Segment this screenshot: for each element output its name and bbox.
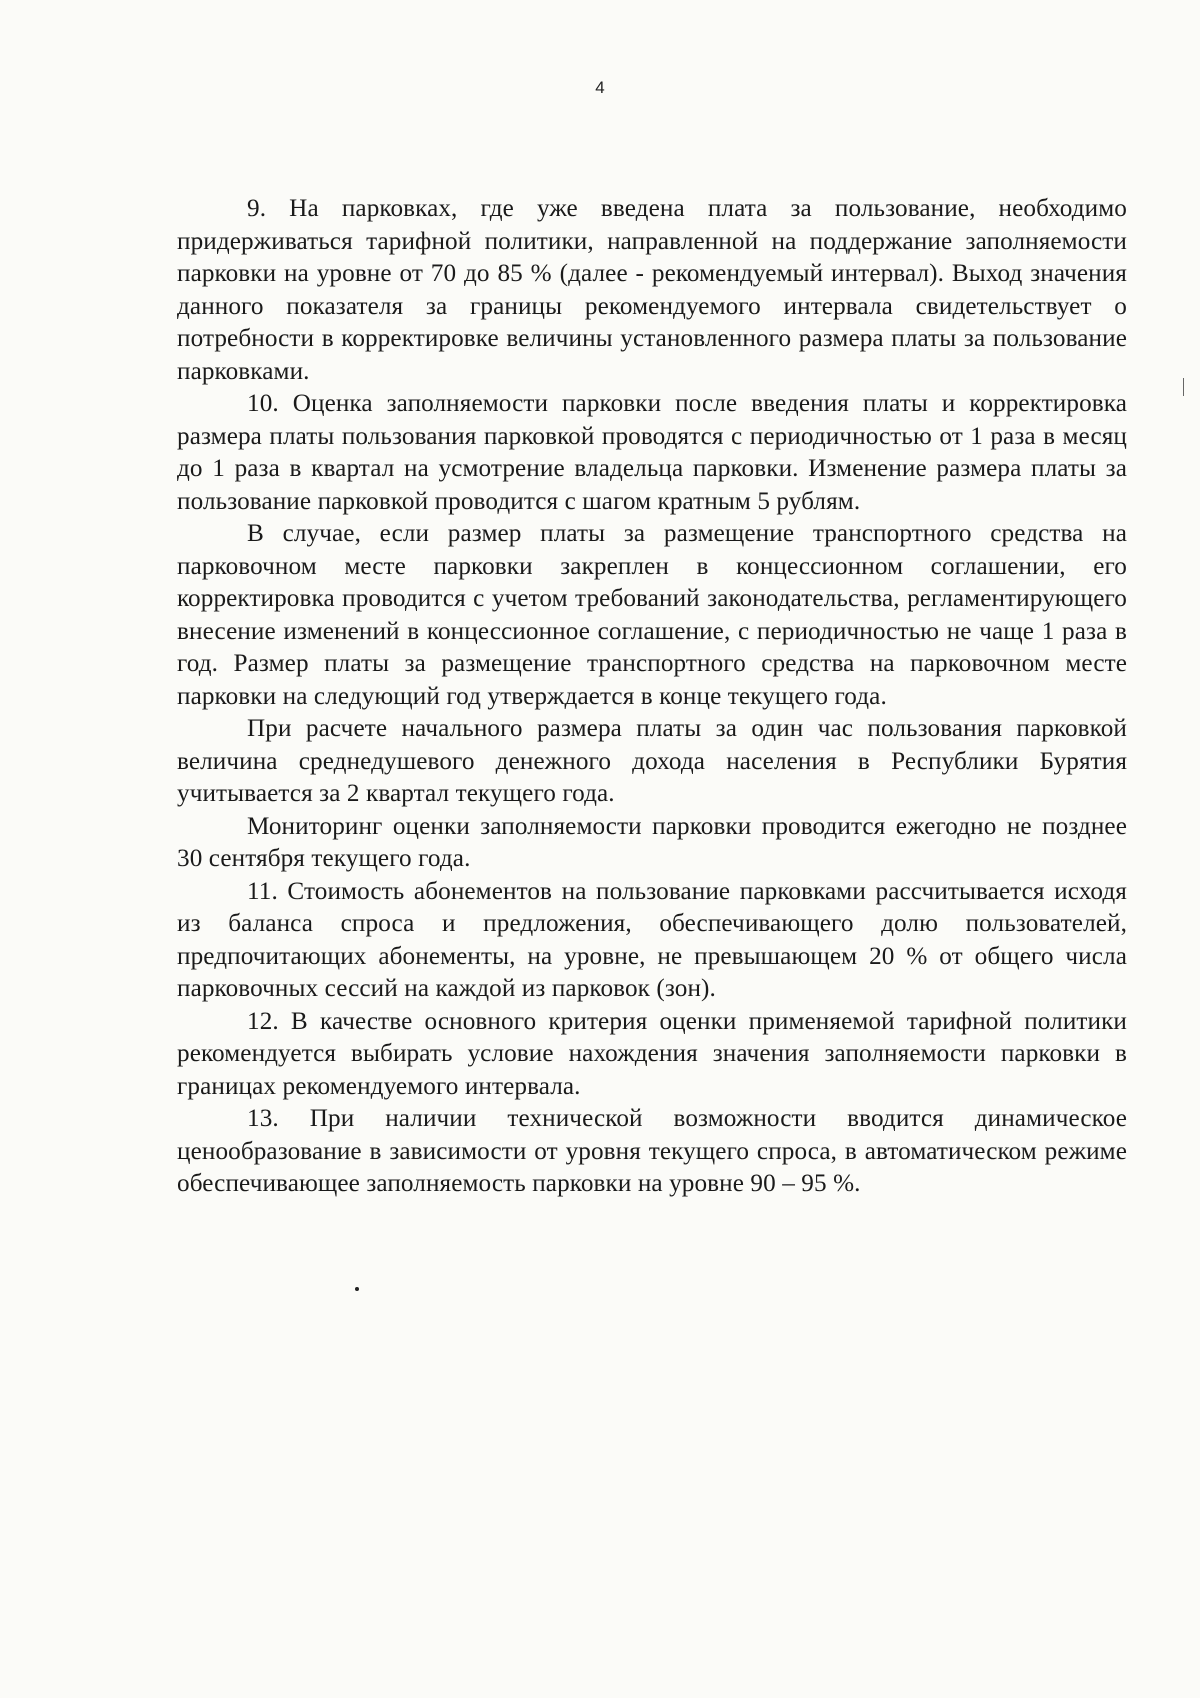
paragraph-10: 10. Оценка заполняемости парковки после введения платы и корректировка размера платы пользования парковкой проводятся с периодичностью от 1 раза в месяц до 1 раза в квартал на усмотрение владельца парковки. Изменение размера платы за пользование парковкой проводится с шагом кратным 5 рублям. [177, 390, 1127, 515]
page-number: 4 [595, 78, 605, 97]
margin-mark [1183, 378, 1184, 396]
document-body [177, 193, 1127, 1201]
paragraph-monitoring: Мониторинг оценки заполняемости парковки проводится ежегодно не позднее 30 сентября текущего года. [177, 812, 1127, 872]
paragraph-concession: В случае, если размер платы за размещение транспортного средства на парковочном месте парковки закреплен в концессионном соглашении, его корректировка проводится с учетом требований законодательства, регламентирующего внесение изменений в концессионное соглашение, с периодичностью не чаще 1 раза в год. Размер платы за размещение транспортного средства на парковочном месте парковки на следующий год утверждается в конце текущего года. [177, 520, 1127, 710]
paragraph-12: 12. В качестве основного критерия оценки применяемой тарифной политики рекомендуется выбирать условие нахождения значения заполняемости парковки в границах рекомендуемого интервала. [177, 1007, 1127, 1100]
paragraph-initial-fee: При расчете начального размера платы за один час пользования парковкой величина среднедушевого денежного дохода населения в Республики Бурятия учитывается за 2 квартал текущего года. [177, 715, 1127, 807]
scan-dot-mark [355, 1287, 359, 1291]
paragraph-11: 11. Стоимость абонементов на пользование парковками рассчитывается исходя из баланса спроса и предложения, обеспечивающего долю пользователей, предпочитающих абонементы, на уровне, не превышающем 20 % от общего числа парковочных сессий на каждой из парковок (зон). [177, 877, 1127, 1002]
paragraph-9: 9. На парковках, где уже введена плата за пользование, необходимо придерживаться тарифной политики, направленной на поддержание заполняемости парковки на уровне от 70 до 85 % (далее - рекомендуемый интервал). Выход значения данного показателя за границы рекомендуемого интервала свидетельствует о потребности в корректировке величины установленного размера платы за пользование парковками. [177, 195, 1127, 385]
paragraph-13: 13. При наличии технической возможности вводится динамическое ценообразование в зависимости от уровня текущего спроса, в автоматическом режиме обеспечивающее заполняемость парковки на уровне 90 – 95 %. [177, 1105, 1127, 1197]
